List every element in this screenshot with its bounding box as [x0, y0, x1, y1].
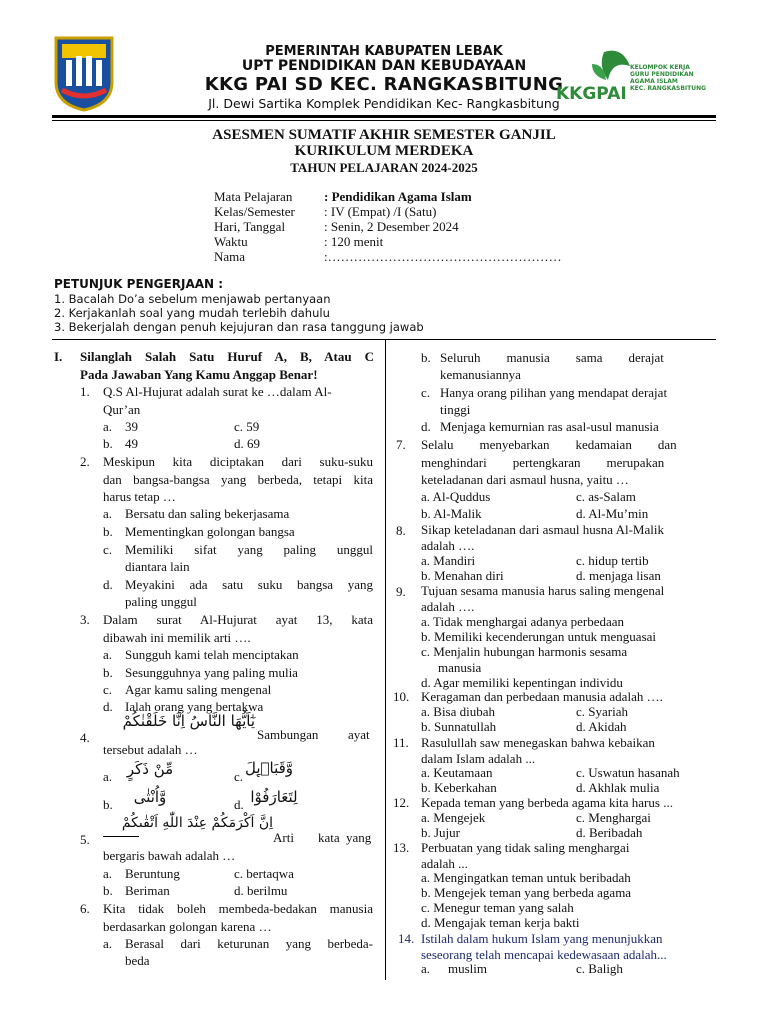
question-text: bergaris bawah adalah …	[103, 848, 236, 863]
question-number: 12.	[393, 795, 410, 810]
header-divider	[52, 115, 716, 118]
option-letter: b.	[103, 797, 113, 812]
option-text: Mementingkan golongan bangsa	[125, 524, 295, 539]
info-label: Kelas/Semester	[214, 204, 295, 219]
arabic-verse: اِنَّ اَكْرَمَكُمْ عِنْدَ اللّٰهِ اَتْقٰىكُمْ	[121, 815, 273, 831]
option-text: c. Uswatun hasanah	[576, 765, 680, 780]
header-address: Jl. Dewi Sartika Komplek Pendidikan Kec- Rangkasbitung	[208, 96, 560, 111]
option-letter: d.	[103, 577, 113, 592]
question-text: Perbuatan yang tidak saling menghargai adalah ...	[421, 840, 630, 871]
option-letter: b.	[103, 883, 113, 898]
option-text: c. Baligh	[576, 961, 623, 976]
question-line: dan bangsa-bangsa yang berbeda, tetapi kita	[103, 471, 373, 487]
question-number: 3.	[80, 612, 90, 627]
question-text	[103, 383, 373, 418]
option-letter: a.	[103, 506, 113, 521]
option-text: c. bertaqwa	[234, 866, 294, 881]
option-text: a. Mandiri	[421, 553, 476, 568]
option-text: b. Sunnatullah	[421, 719, 497, 734]
info-row	[214, 189, 472, 205]
option-text: Meyakini ada satu suku bangsa yang paling unggul	[125, 577, 373, 609]
question-text	[103, 453, 373, 506]
option-text: c. 59	[234, 419, 260, 434]
option-text: 39	[125, 419, 138, 434]
option-letter: a.	[103, 769, 113, 784]
info-value: : Pendidikan Agama Islam	[324, 189, 472, 204]
option-text: 49	[125, 436, 138, 451]
name-field: :………………………………………………	[324, 249, 562, 264]
question-line: Meskipun kita diciptakan dari suku-suku	[103, 454, 373, 469]
option-text: Seluruh manusia sama derajat kemanusiannya	[440, 350, 664, 382]
option-text: b. Menahan diri	[421, 568, 504, 583]
option-letter: a.	[103, 647, 113, 662]
option-text: d. Beribadah	[576, 825, 643, 840]
option-text: Berasal dari keturunan yang berbeda- beda	[125, 936, 373, 968]
question-number: 10.	[393, 689, 410, 704]
option-letter: a.	[103, 936, 113, 951]
instruction-item: 3. Bekerjalah dengan penuh kejujuran dan rasa tanggung jawab	[54, 320, 424, 334]
question-text: Kepada teman yang berbeda agama kita harus ...	[421, 795, 673, 810]
option-text: c. Menegur teman yang salah	[421, 900, 574, 915]
option-text: Bersatu dan saling bekerjasama	[125, 506, 290, 521]
academic-year: TAHUN PELAJARAN 2024-2025	[290, 160, 478, 175]
option-letter: d.	[234, 797, 244, 812]
question-number: 7.	[396, 437, 406, 452]
question-text: Arti	[273, 830, 294, 845]
option-text: d. Al-Mu’min	[576, 506, 649, 521]
option-text: muslim	[448, 961, 488, 976]
question-number: 11.	[393, 735, 409, 750]
info-label: Waktu	[214, 234, 248, 249]
header-line-1: PEMERINTAH KABUPATEN LEBAK	[265, 44, 503, 59]
option-text: b. Keberkahan	[421, 780, 497, 795]
exam-title: ASESMEN SUMATIF AKHIR SEMESTER GANJIL	[212, 127, 556, 143]
option-letter: a.	[103, 866, 113, 881]
option-text: b. Memiliki kecenderungan untuk menguasai	[421, 629, 657, 644]
question-line: Qur’an	[103, 401, 141, 417]
option-text: c. Menghargai	[576, 810, 651, 825]
option-text: c. Menjalin hubungan harmonis sesama manusia	[421, 644, 628, 675]
option-letter: a.	[421, 961, 431, 976]
info-value: : Senin, 2 Desember 2024	[324, 219, 459, 234]
question-text: ayat	[348, 727, 370, 742]
option-arabic: وَّاُنْثٰى	[133, 788, 167, 806]
info-row	[214, 204, 436, 220]
option-text: Beruntung	[125, 866, 180, 881]
question-text: Dalam surat Al-Hujurat ayat 13, kata dibawah ini memilik arti ….	[103, 612, 373, 645]
option-letter: c.	[103, 542, 113, 557]
question-text: kata	[318, 830, 340, 845]
option-arabic: لِتَعَارَفُوْا	[250, 788, 298, 806]
option-letter: b.	[103, 436, 113, 451]
info-label: Mata Pelajaran	[214, 189, 293, 204]
question-line: Q.S Al-Hujurat adalah surat ke …dalam Al-	[103, 384, 332, 399]
question-number: 1.	[80, 384, 90, 399]
instructions-title: PETUNJUK PENGERJAAN :	[54, 277, 224, 291]
instruction-item: 2. Kerjakanlah soal yang mudah terlebih dahulu	[54, 306, 330, 320]
header-line-2: UPT PENDIDIKAN DAN KEBUDAYAAN	[241, 58, 527, 74]
option-text: c. Syariah	[576, 704, 628, 719]
question-number: 14.	[398, 931, 415, 946]
option-letter: c.	[421, 385, 431, 400]
option-letter: d.	[103, 699, 113, 714]
question-number: 6.	[80, 901, 90, 916]
option-text: b. Mengejek teman yang berbeda agama	[421, 885, 632, 900]
option-text: a. Keutamaan	[421, 765, 493, 780]
section-heading-line: Pada Jawaban Yang Kamu Anggap Benar!	[80, 366, 318, 382]
option-text: a. Tidak menghargai adanya perbedaan	[421, 614, 624, 629]
option-text: a. Mengejek	[421, 810, 486, 825]
question-number: 5.	[80, 832, 90, 847]
option-letter: a.	[103, 419, 113, 434]
option-letter: b.	[421, 350, 431, 365]
option-text: a. Bisa diubah	[421, 704, 496, 719]
kkgpai-text-4: KEC. RANGKASBITUNG	[630, 85, 707, 92]
question-text: Kita tidak boleh membeda-bedakan manusia berdasarkan golongan karena …	[103, 901, 373, 934]
option-text: a. Al-Quddus	[421, 489, 491, 504]
curriculum-title: KURIKULUM MERDEKA	[294, 143, 474, 159]
kkgpai-text-2: GURU PENDIDIKAN	[630, 71, 694, 78]
info-row	[214, 219, 459, 235]
question-number: 13.	[393, 840, 410, 855]
option-letter: b.	[103, 665, 113, 680]
info-label: Nama	[214, 249, 246, 264]
question-text: Keragaman dan perbedaan manusia adalah ….	[421, 689, 663, 704]
kkgpai-logo	[552, 46, 720, 108]
option-text: Sesungguhnya yang paling mulia	[125, 665, 298, 680]
arabic-verse: يٰٓاَيُّهَا النَّاسُ اِنَّا خَلَقْنٰكُمْ	[122, 712, 255, 730]
column-divider	[385, 340, 386, 980]
question-text: Sambungan	[257, 727, 319, 742]
question-line: harus tetap …	[103, 489, 176, 504]
option-text: Ialah orang yang bertakwa	[125, 699, 264, 714]
question-text: Tujuan sesama manusia harus saling mengenal adalah ….	[421, 583, 665, 614]
option-text: d. Akidah	[576, 719, 627, 734]
question-text: Selalu menyebarkan kedamaian dan menghindari pertengkaran merupakan keteladanan dari asmaul husna, yaitu …	[421, 437, 677, 487]
option-text: d. berilmu	[234, 883, 288, 898]
option-letter: c.	[103, 682, 113, 697]
underline-mark	[103, 836, 139, 837]
kkgpai-brand: KKGPAI	[556, 84, 627, 104]
header-divider-thin	[52, 120, 716, 121]
question-text: Istilah dalam hukum Islam yang menunjukkan seseorang telah mencapai kedewasaan adalah...	[421, 931, 667, 962]
option-text: c. as-Salam	[576, 489, 636, 504]
option-letter: c.	[234, 769, 244, 784]
option-text: Sungguh kami telah menciptakan	[125, 647, 299, 662]
option-text: d. Mengajak teman kerja bakti	[421, 915, 580, 930]
option-text: d. Akhlak mulia	[576, 780, 660, 795]
option-text: d. menjaga lisan	[576, 568, 661, 583]
section-heading-line: Silanglah Salah Satu Huruf A, B, Atau C	[80, 349, 374, 364]
option-text: c. hidup tertib	[576, 553, 649, 568]
option-text: Hanya orang pilihan yang mendapat derajat tinggi	[440, 385, 668, 417]
option-letter: b.	[103, 524, 113, 539]
option-text: b. Jujur	[421, 825, 460, 840]
section-roman: I.	[54, 349, 63, 364]
info-row	[214, 234, 383, 250]
info-value: : IV (Empat) /I (Satu)	[324, 204, 437, 219]
option-text: d. Agar memiliki kepentingan individu	[421, 675, 623, 690]
question-number: 2.	[80, 454, 90, 469]
option-text: d. 69	[234, 436, 260, 451]
option-text: a. Mengingatkan teman untuk beribadah	[421, 870, 631, 885]
section-divider	[52, 339, 716, 340]
question-text: Sikap keteladanan dari asmaul husna Al-Malik adalah ….	[421, 522, 664, 553]
question-text: Rasulullah saw menegaskan bahwa kebaikan dalam Islam adalah ...	[421, 735, 655, 766]
option-text: b. Al-Malik	[421, 506, 482, 521]
option-text: Memiliki sifat yang paling unggul diantara lain	[125, 542, 373, 574]
info-value: : 120 menit	[324, 234, 384, 249]
kkgpai-text-3: AGAMA ISLAM	[630, 78, 678, 85]
option-text: Agar kamu saling mengenal	[125, 682, 272, 697]
option-letter: d.	[421, 419, 431, 434]
instruction-item: 1. Bacalah Do’a sebelum menjawab pertanyaan	[54, 292, 331, 306]
info-label: Hari, Tanggal	[214, 219, 286, 234]
info-row	[214, 249, 562, 265]
option-text: Menjaga kemurnian ras asal-usul manusia	[440, 419, 659, 434]
question-text: tersebut adalah …	[103, 742, 198, 757]
option-arabic: وَّقَبَاۤىِٕلَ	[244, 759, 294, 777]
question-number: 9.	[396, 584, 406, 599]
question-text: yang	[346, 830, 372, 845]
kkgpai-text-1: KELOMPOK KERJA	[630, 64, 690, 71]
question-number: 8.	[396, 523, 406, 538]
question-number: 4.	[80, 730, 90, 745]
header-line-3: KKG PAI SD KEC. RANGKASBITUNG	[204, 74, 564, 95]
option-text: Beriman	[125, 883, 170, 898]
option-arabic: مِّنْ ذَكَرٍ	[126, 760, 174, 778]
section-heading	[80, 348, 374, 383]
